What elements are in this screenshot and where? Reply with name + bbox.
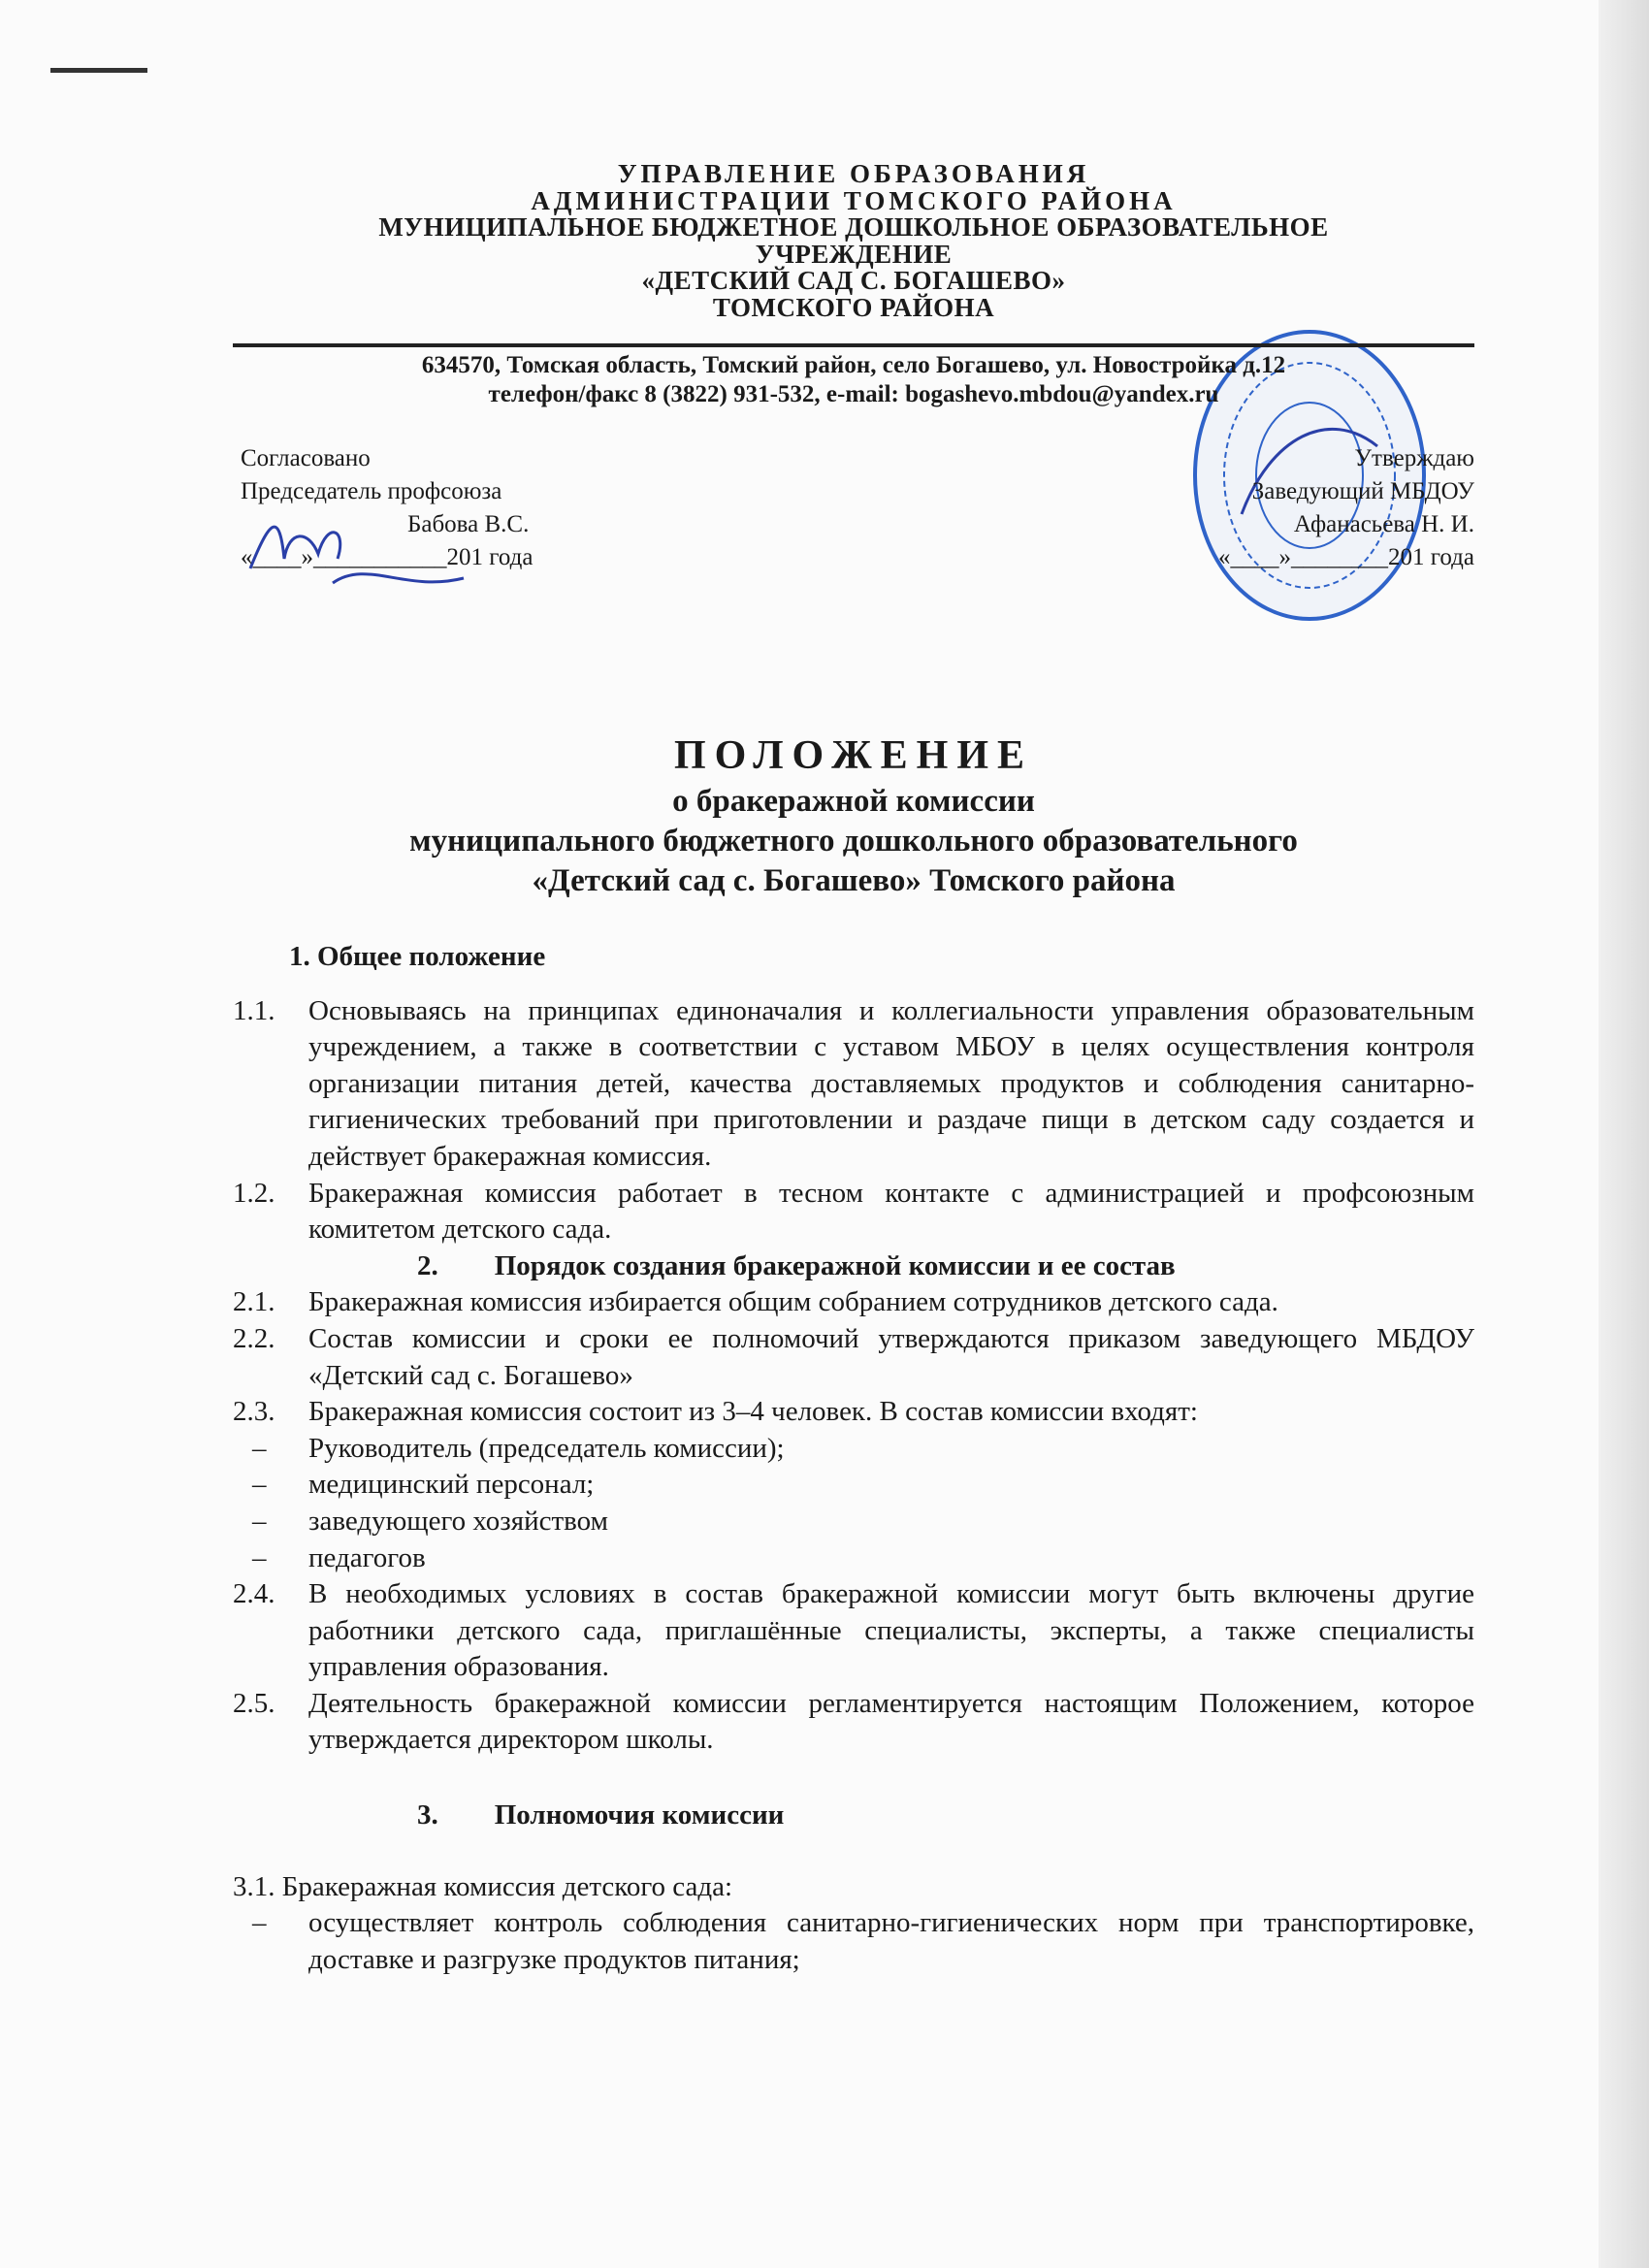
clause-text: Бракеражная комиссия работает в тесном контакте с администрацией и профсоюзным комитетом детского сада. bbox=[308, 1177, 1474, 1246]
dash-bullet: – bbox=[252, 1432, 267, 1464]
clause-number: 1.1. bbox=[233, 994, 275, 1026]
list-item bbox=[233, 1467, 1474, 1504]
clause-text: Основываясь на принципах единоначалия и коллегиальности управления образовательным учреждением, а также в соответствии с уставом МБОУ в целях осуществления контроля организации питания детей, качества доставляемых продуктов и соблюдения санитарно-гигиенических требований при приготовлении и раздаче пищи в детском саду создается и действует бракеражная комиссия. bbox=[308, 994, 1474, 1172]
section-heading: 3. Полномочия комиссии bbox=[417, 1799, 785, 1831]
title-line: муниципального бюджетного дошкольного образовательного bbox=[409, 824, 1298, 859]
contacts: телефон/факс 8 (3822) 931-532, e-mail: bogashevo.mbdou@yandex.ru bbox=[488, 381, 1219, 407]
document-body bbox=[233, 939, 1474, 1978]
member: педагогов bbox=[308, 1541, 426, 1573]
member: заведующего хозяйством bbox=[308, 1505, 608, 1537]
clause bbox=[233, 1176, 1474, 1248]
clause-text: Бракеражная комиссия состоит из 3–4 человек. В состав комиссии входят: bbox=[308, 1396, 1198, 1428]
head-label: Заведующий МБДОУ bbox=[1251, 478, 1474, 504]
clause bbox=[233, 1284, 1474, 1321]
clause-text: В необходимых условиях в состав бракеражной комиссии могут быть включены другие работники детского сада, приглашённые специалисты, эксперты, а также специалисты управления образования. bbox=[308, 1578, 1474, 1683]
approval-left bbox=[241, 442, 533, 574]
letterhead-line: УПРАВЛЕНИЕ ОБРАЗОВАНИЯ bbox=[617, 159, 1090, 188]
approval-right bbox=[1145, 442, 1474, 574]
header-rule bbox=[233, 343, 1474, 347]
clause-intro: 3.1. Бракеражная комиссия детского сада: bbox=[233, 1870, 733, 1902]
letterhead-line: МУНИЦИПАЛЬНОЕ БЮДЖЕТНОЕ ДОШКОЛЬНОЕ ОБРАЗОВАТЕЛЬНОЕ bbox=[378, 212, 1329, 242]
clause bbox=[233, 1576, 1474, 1686]
section-heading: 2. Порядок создания бракеражной комиссии и ее состав bbox=[417, 1249, 1176, 1281]
clause bbox=[233, 1321, 1474, 1394]
list-item bbox=[233, 1431, 1474, 1468]
power-item: осуществляет контроль соблюдения санитарно-гигиенических норм при транспортировке, доставке и разгрузке продуктов питания; bbox=[308, 1907, 1474, 1975]
letterhead-line: АДМИНИСТРАЦИИ ТОМСКОГО РАЙОНА bbox=[531, 185, 1177, 215]
clause-text: Деятельность бракеражной комиссии регламентируется настоящим Положением, которое утверждается директором школы. bbox=[308, 1687, 1474, 1756]
approval-date-left: «____»___________201 года bbox=[241, 544, 534, 570]
document-title bbox=[233, 729, 1474, 901]
section-heading: 1. Общее положение bbox=[289, 941, 546, 972]
list-item bbox=[233, 1905, 1474, 1978]
address: 634570, Томская область, Томский район, село Богашево, ул. Новостройка д.12 bbox=[421, 352, 1286, 378]
approve-label: Утверждаю bbox=[1354, 445, 1474, 471]
dash-bullet: – bbox=[252, 1541, 267, 1573]
clause-text: Состав комиссии и сроки ее полномочий утверждаются приказом заведующего МБДОУ «Детский сад с. Богашево» bbox=[308, 1322, 1474, 1391]
dash-bullet: – bbox=[252, 1907, 267, 1939]
clause-number: 2.5. bbox=[233, 1687, 275, 1719]
agreed-label: Согласовано bbox=[241, 445, 371, 471]
scan-mark bbox=[50, 68, 147, 73]
clause bbox=[233, 1394, 1474, 1431]
clause-number: 2.4. bbox=[233, 1578, 275, 1610]
clause bbox=[233, 1686, 1474, 1759]
address-block bbox=[233, 351, 1474, 409]
member: медицинский персонал; bbox=[308, 1469, 595, 1501]
title-line: о бракеражной комиссии bbox=[672, 784, 1035, 819]
dash-bullet: – bbox=[252, 1469, 267, 1501]
letterhead-line: УЧРЕЖДЕНИЕ bbox=[755, 239, 953, 269]
head-name: Афанасьева Н. И. bbox=[1293, 511, 1474, 537]
dash-bullet: – bbox=[252, 1505, 267, 1537]
union-chair-name: Бабова В.С. bbox=[407, 511, 530, 537]
list-item bbox=[233, 1504, 1474, 1540]
clause-number: 1.2. bbox=[233, 1177, 275, 1209]
union-chair-label: Председатель профсоюза bbox=[241, 478, 502, 504]
letterhead-line: ТОМСКОГО РАЙОНА bbox=[712, 292, 995, 322]
member: Руководитель (председатель комиссии); bbox=[308, 1432, 785, 1464]
clause-number: 2.2. bbox=[233, 1322, 275, 1354]
clause-text: Бракеражная комиссия избирается общим собранием сотрудников детского сада. bbox=[308, 1286, 1278, 1318]
scan-edge bbox=[1599, 0, 1649, 2268]
list-item bbox=[233, 1540, 1474, 1577]
clause bbox=[233, 993, 1474, 1176]
letterhead bbox=[233, 161, 1474, 321]
title-line: «Детский сад с. Богашево» Томского района bbox=[532, 863, 1176, 898]
letterhead-line: «ДЕТСКИЙ САД С. БОГАШЕВО» bbox=[641, 266, 1066, 295]
clause-number: 2.3. bbox=[233, 1396, 275, 1428]
clause-number: 2.1. bbox=[233, 1286, 275, 1318]
title-main: ПОЛОЖЕНИЕ bbox=[673, 733, 1034, 778]
approval-date-right: «____»________201 года bbox=[1218, 544, 1474, 570]
